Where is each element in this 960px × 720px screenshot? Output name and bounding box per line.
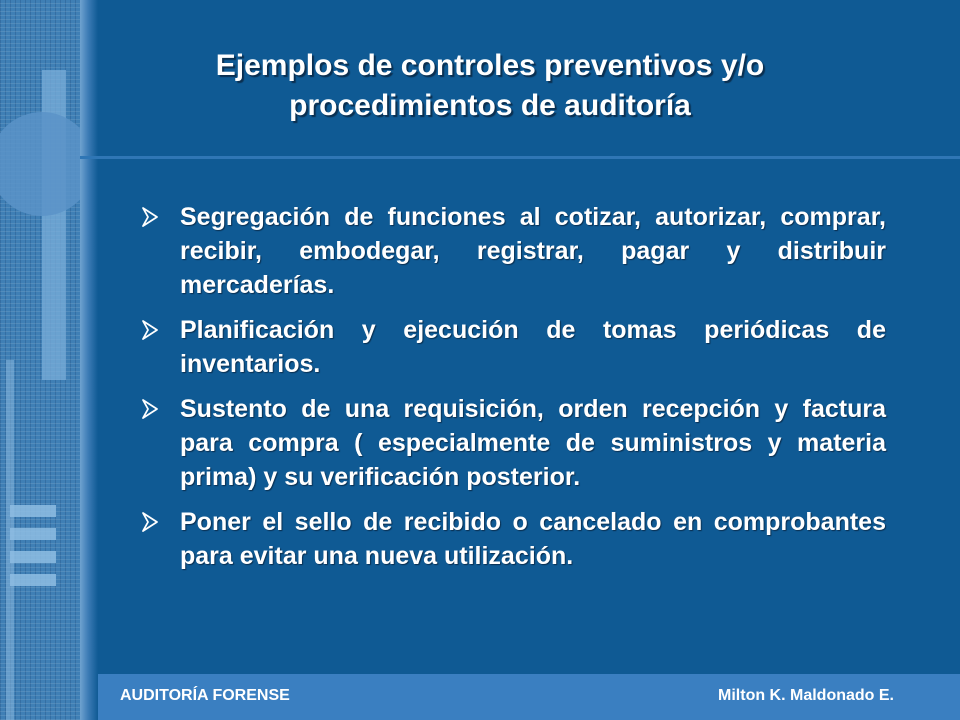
- bullet-text: Sustento de una requisición, orden recepción y factura para compra ( especialmente de suministros y materia prima) y su verificación posterior.: [180, 395, 886, 491]
- arrowhead-bullet-icon: [140, 313, 180, 351]
- bullet-text: Planificación y ejecución de tomas periódicas de inventarios.: [180, 316, 886, 378]
- decorative-block: [10, 505, 56, 517]
- bullet-item: [140, 505, 886, 573]
- bullet-item: [140, 392, 886, 494]
- footer-bar: [98, 674, 960, 720]
- bullet-item: [140, 200, 886, 302]
- decorative-block: [10, 528, 56, 540]
- slide-title: [150, 46, 830, 126]
- arrowhead-bullet-icon: [140, 505, 180, 543]
- footer-course-title: AUDITORÍA FORENSE: [120, 687, 290, 704]
- decorative-block: [10, 551, 56, 563]
- bullet-text: Segregación de funciones al cotizar, autorizar, comprar, recibir, embodegar, registrar, pagar y distribuir mercaderías.: [180, 203, 886, 299]
- decorative-side-strip: [0, 0, 80, 720]
- decorative-block: [10, 574, 56, 586]
- slide-title-line-1: Ejemplos de controles preventivos y/o: [215, 49, 765, 82]
- bullet-text: Poner el sello de recibido o cancelado en comprobantes para evitar una nueva utilización.: [180, 508, 886, 570]
- decorative-circle: [0, 112, 80, 216]
- slide-title-line-2: procedimientos de auditoría: [289, 89, 691, 122]
- bullet-list: [140, 200, 886, 584]
- title-divider: [80, 156, 960, 159]
- arrowhead-bullet-icon: [140, 200, 180, 238]
- decorative-strip-edge: [80, 0, 98, 720]
- decorative-thin-bar: [6, 360, 14, 720]
- footer-author: Milton K. Maldonado E.: [718, 687, 894, 704]
- arrowhead-bullet-icon: [140, 392, 180, 430]
- bullet-item: [140, 313, 886, 381]
